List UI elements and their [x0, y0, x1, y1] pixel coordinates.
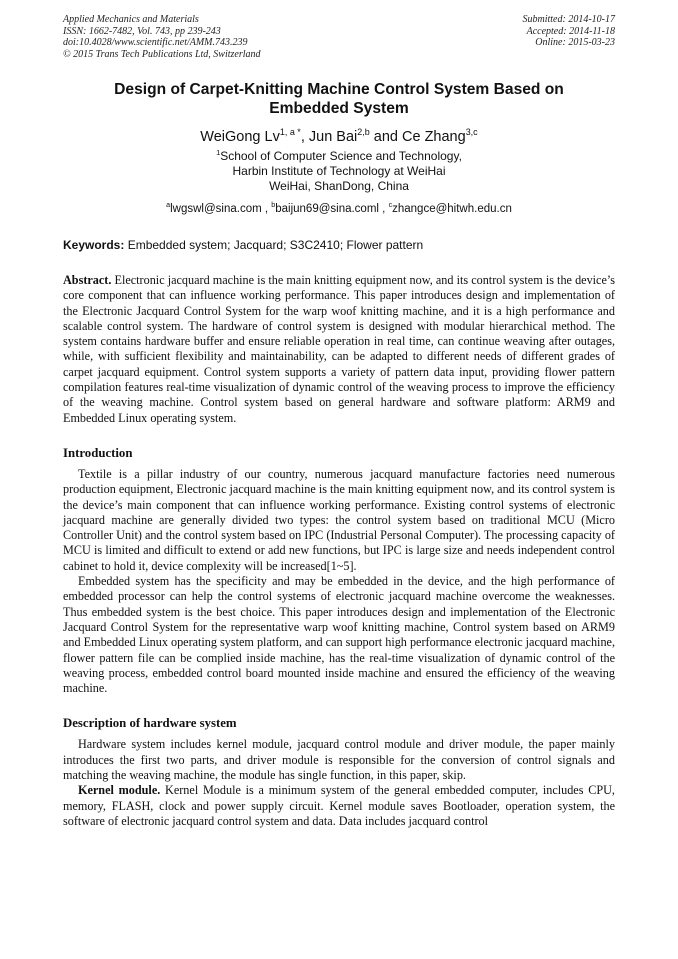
author-name: Ce Zhang [402, 129, 466, 145]
keywords-label: Keywords: [63, 238, 125, 252]
email-link[interactable]: zhangce@hitwh.edu.cn [392, 203, 512, 215]
paragraph [63, 783, 615, 829]
author-superscript: 1, a * [279, 127, 301, 138]
accepted-date: Accepted: 2014-11-18 [526, 25, 615, 37]
author-name: Jun Bai [308, 129, 358, 145]
paper-title: Design of Carpet-Knitting Machine Control System Based on Embedded System [114, 81, 564, 117]
email-link[interactable]: lwgswl@sina.com [170, 203, 262, 215]
email-superscript: b [271, 201, 276, 210]
paragraph: Textile is a pillar industry of our country, numerous jacquard manufacture factories need numerous production equipment, Electronic jacquard machine is the main knitting equipment now, and its control system is the device’s main component that can influence working performance. Existing control systems of electronic jacquard machine are generally divided two types: the control system based on traditional MCU (Micro Controller Unit) and the control system based on IPC (Industrial Personal Computer). The processing capacity of MCU is limited and difficult to extend or add new functions, but IPC is large size and needs independent control cabinet to hold it, device complexity will be increased[1~5]. [63, 466, 615, 573]
author-separator: and [369, 129, 402, 145]
keywords [63, 238, 615, 253]
abstract [63, 273, 615, 426]
keywords-text: Embedded system; Jacquard; S3C2410; Flower pattern [124, 238, 424, 252]
email-superscript: c [388, 201, 393, 210]
author-name: WeiGong Lv [200, 129, 280, 145]
affiliation-line: WeiHai, ShanDong, China [269, 179, 409, 193]
submitted-date: Submitted: 2014-10-17 [522, 14, 615, 25]
doi: doi:10.4028/www.scientific.net/AMM.743.239 [63, 37, 248, 48]
abstract-label: Abstract. [63, 273, 112, 287]
email-link[interactable]: baijun69@sina.coml [275, 203, 379, 215]
affiliation-line: School of Computer Science and Technology, [220, 149, 462, 163]
journal-name: Applied Mechanics and Materials [63, 14, 199, 25]
journal-info [63, 14, 261, 60]
author-list [63, 128, 615, 146]
paragraph-run-in-heading: Kernel module. [78, 783, 161, 798]
publication-dates [523, 14, 616, 60]
affiliation-line: Harbin Institute of Technology at WeiHai [232, 164, 446, 178]
online-date: Online: 2015-03-23 [535, 37, 615, 48]
issn: ISSN: 1662-7482, Vol. 743, pp 239-243 [63, 25, 221, 37]
paragraph-text: Kernel Module is a minimum system of the general embedded computer, includes CPU, memory, FLASH, clock and power supply circuit. Kernel module saves Bootloader, operation system, the software of electronic jacquard control system and data. Data includes jacquard control [63, 783, 615, 828]
author-superscript: 2,b [357, 127, 370, 138]
journal-header [63, 14, 615, 60]
author-separator: , [300, 129, 309, 145]
affiliation-superscript: 1 [216, 148, 221, 157]
section-heading-hardware: Description of hardware system [63, 716, 237, 731]
paragraph: Embedded system has the specificity and may be embedded in the device, and the high performance of embedded processor can help the control systems of electronic jacquard machine overcome the weaknesses. Thus embedded system is the best choice. This paper introduces design and implementation of the Electronic Jacquard Control System for the representative warp woof knitting machine, Control system based on ARM9 and Embedded Linux operating system platform, and can support high performance electronic jacquard machine, flower pattern file can be complied inside machine, has the real-time visualization of dynamic control of the weaving process, embedded control board mounted inside machine and ensured the efficiency of the weaving machine. [63, 574, 615, 696]
author-emails: $^a$lwgswl@sina.com , $^b$baijun69@sina.coml , $^c$zhangce@hitwh.edu.cn [166, 201, 512, 215]
copyright: © 2015 Trans Tech Publications Ltd, Switzerland [63, 48, 261, 60]
abstract-text: Electronic jacquard machine is the main knitting equipment now, and its control system is the device’s core component that can influence working performance. This paper introduces design and implementation of the Electronic Jacquard Control System for the warp woof knitting machine, and it is a high performance and scalable control system. The hardware of control system is designed with modular hierarchical method. The system contains hardware buffer and ensure reliable operation in real time, can continue weaving after outages, while, with sufficient flexibility and maintainability, can be adapted to different needs of different grades of carpet jacquard equipment. Control system supports a variety of pattern data input, providing flower pattern compilation features real-time visualization of dynamic control of the weaving process to improve the efficiency of the weaving machine. Control system based on general hardware and software platform: ARM9 and Embedded Linux operating system. [63, 273, 615, 425]
section-heading-introduction: Introduction [63, 445, 133, 460]
email-superscript: a [166, 201, 171, 210]
paragraph: Hardware system includes kernel module, jacquard control module and driver module, the paper mainly introduces the first two parts, and driver module is responsible for the conversion of control signals and matching the weaving machine, the module has single function, in this paper, skip. [63, 737, 615, 783]
affiliation [63, 149, 615, 194]
author-superscript: 3,c [465, 127, 478, 138]
